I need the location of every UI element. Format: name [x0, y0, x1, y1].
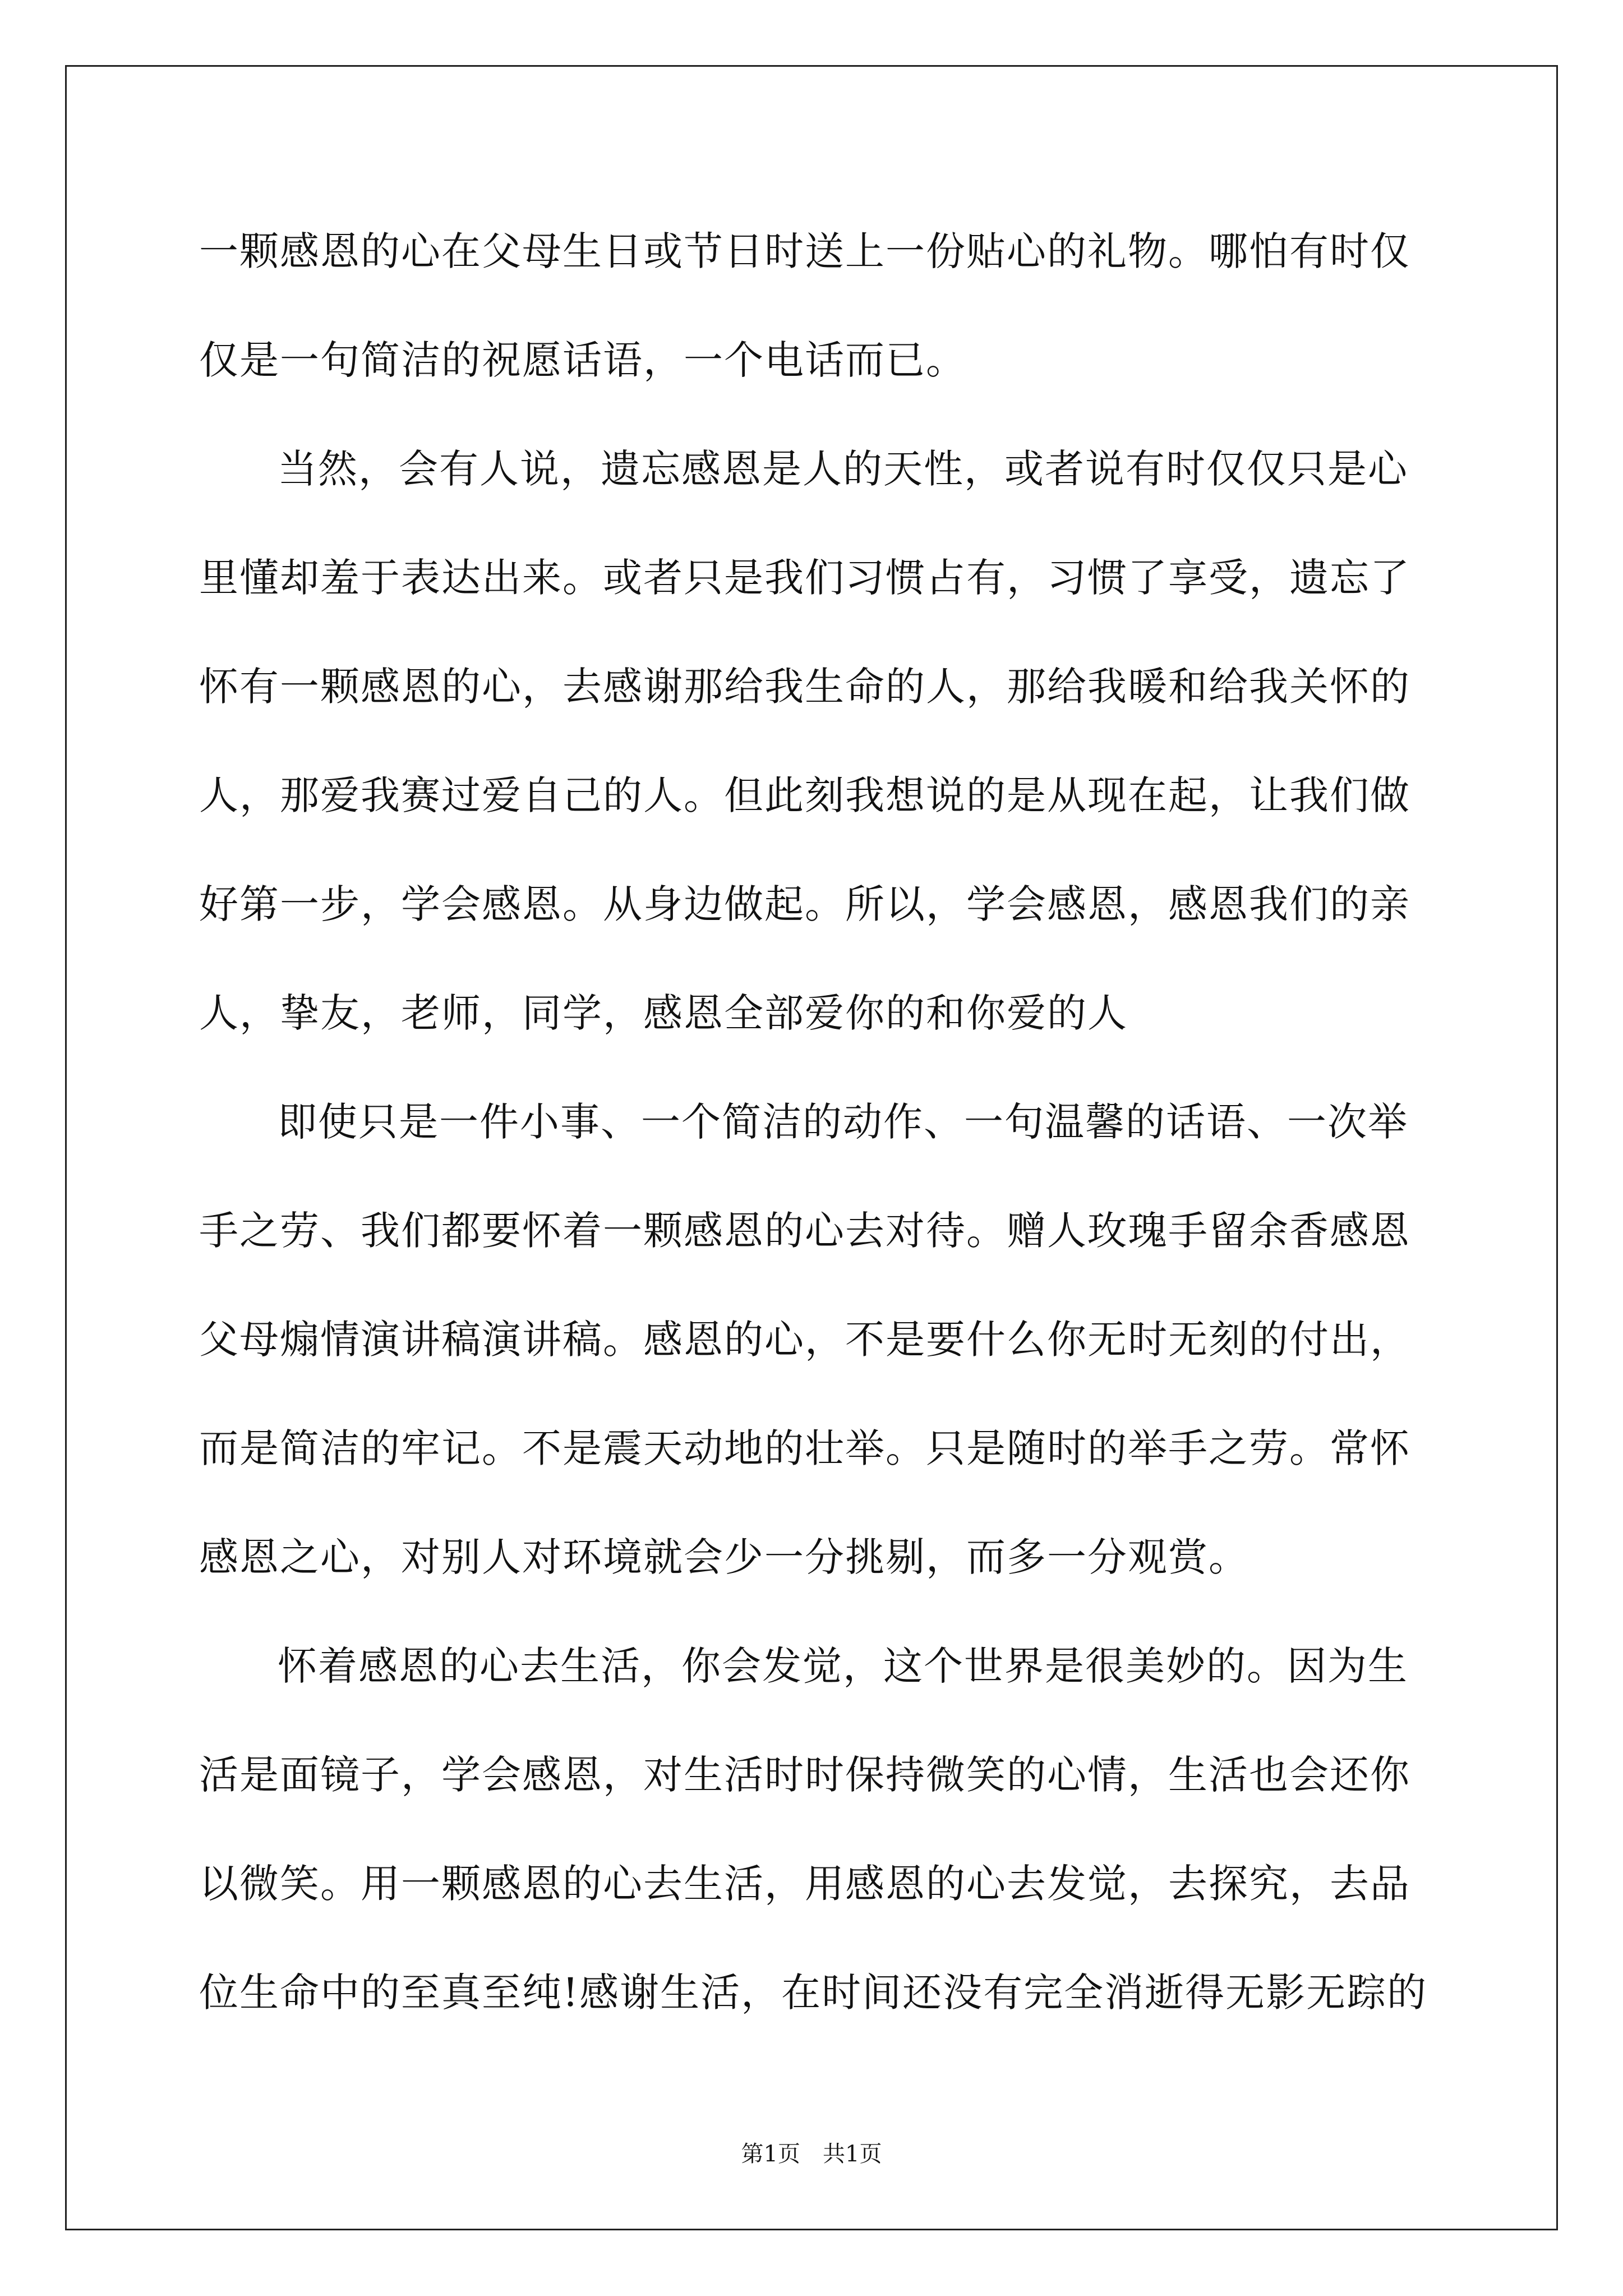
- paragraph-start-line: 即使只是一件小事、一个简洁的动作、一句温馨的话语、一次举: [278, 1099, 1408, 1145]
- text-line: 以微笑。用一颗感恩的心去生活，用感恩的心去发觉，去探究，去品: [199, 1861, 1410, 1907]
- text-line: 手之劳、我们都要怀着一颗感恩的心去对待。赠人玫瑰手留余香感恩: [199, 1208, 1410, 1254]
- page-number-current: 第1页: [741, 2141, 800, 2167]
- text-line: 人，挚友，老师，同学，感恩全部爱你的和你爱的人: [199, 990, 1128, 1036]
- text-line: 而是简洁的牢记。不是震天动地的壮举。只是随时的举手之劳。常怀: [199, 1425, 1410, 1471]
- text-line: 位生命中的至真至纯!感谢生活，在时间还没有完全消逝得无影无踪的: [199, 1970, 1428, 2016]
- paragraph-start-line: 当然，会有人说，遗忘感恩是人的天性，或者说有时仅仅只是心: [278, 446, 1408, 492]
- text-line: 活是面镜子，学会感恩，对生活时时保持微笑的心情，生活也会还你: [199, 1752, 1410, 1798]
- text-line: 一颗感恩的心在父母生日或节日时送上一份贴心的礼物。哪怕有时仅: [199, 228, 1410, 274]
- text-line: 父母煽情演讲稿演讲稿。感恩的心，不是要什么你无时无刻的付出，: [199, 1317, 1410, 1363]
- paragraph-start-line: 怀着感恩的心去生活，你会发觉，这个世界是很美妙的。因为生: [278, 1643, 1408, 1689]
- text-line: 好第一步，学会感恩。从身边做起。所以，学会感恩，感恩我们的亲: [199, 881, 1410, 927]
- text-line: 怀有一颗感恩的心，去感谢那给我生命的人，那给我暖和给我关怀的: [199, 664, 1410, 710]
- page-number-total: 共1页: [823, 2141, 882, 2167]
- text-line: 仅是一句简洁的祝愿话语，一个电话而已。: [199, 337, 966, 383]
- text-line: 人，那爱我赛过爱自己的人。但此刻我想说的是从现在起，让我们做: [199, 772, 1410, 818]
- page-footer: [0, 2136, 1623, 2168]
- text-line: 感恩之心，对别人对环境就会少一分挑剔，而多一分观赏。: [199, 1534, 1249, 1580]
- text-line: 里懂却羞于表达出来。或者只是我们习惯占有，习惯了享受，遗忘了: [199, 555, 1410, 601]
